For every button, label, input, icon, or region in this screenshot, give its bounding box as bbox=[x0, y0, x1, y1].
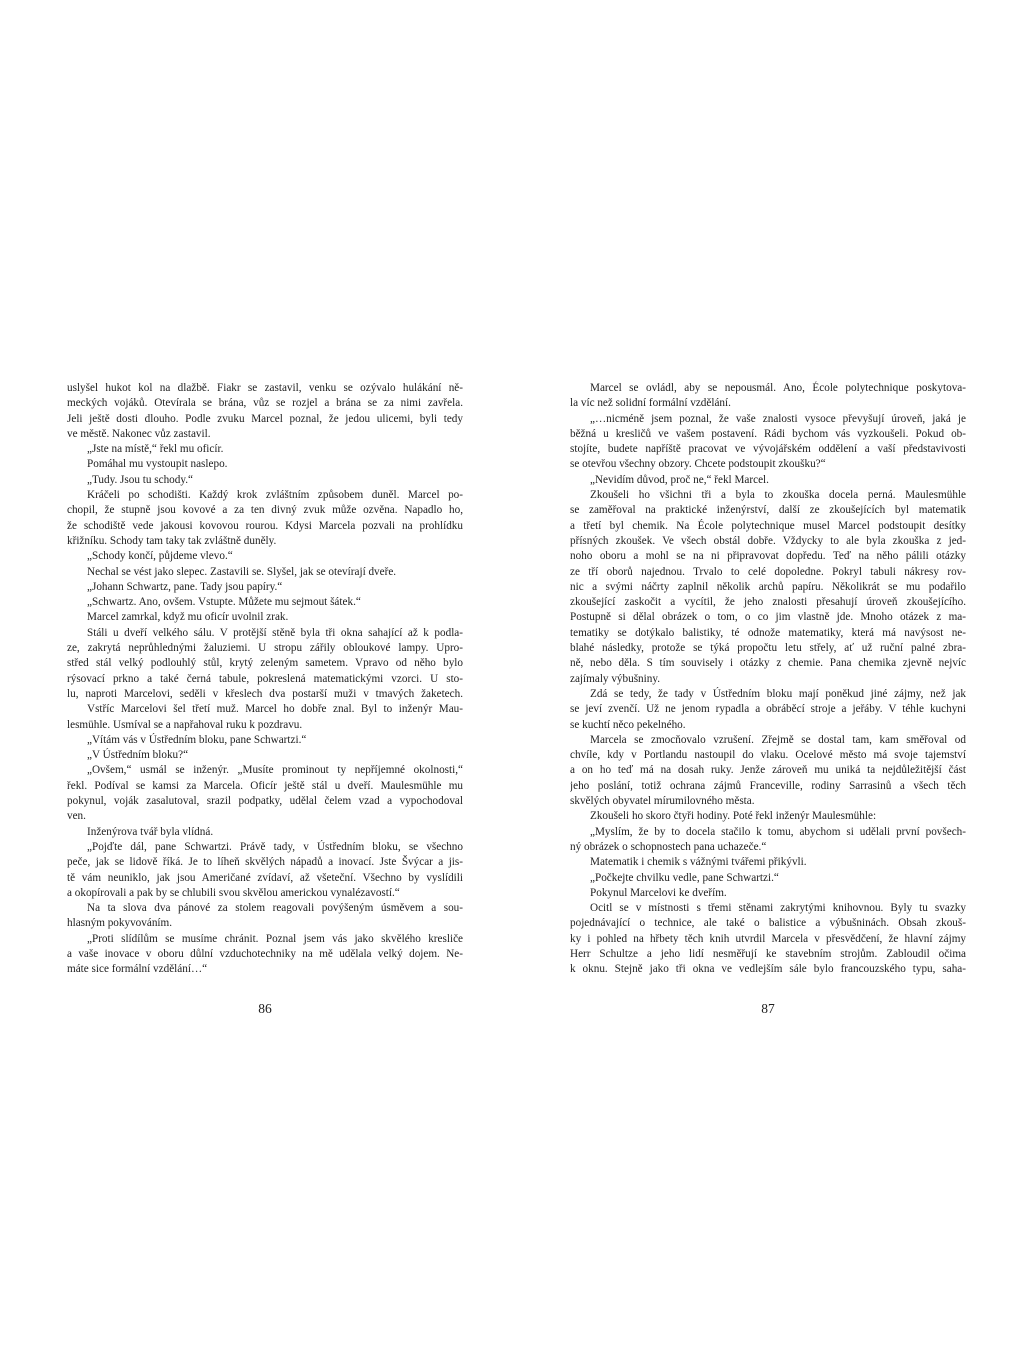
text-line: chopil, že stupně jsou kovové a za ten divný zvuk může ozvěna. Napadlo ho, bbox=[67, 504, 463, 517]
text-line: střed stál velký podlouhlý stůl, krytý zeleným sametem. Vpravo od něho bylo bbox=[67, 657, 463, 670]
text-line: „Tudy. Jsou tu schody.“ bbox=[87, 473, 193, 486]
text-line: „Proti slídílům se musíme chránit. Poznal jsem vás jako skvělého kresliče bbox=[87, 932, 463, 945]
right-page-number: 87 bbox=[761, 1001, 775, 1016]
text-line: „…nicméně jsem poznal, že vaše znalosti vysoce převyšují úroveň, jaká je bbox=[590, 412, 966, 425]
text-line: lesmühle. Usmíval se a napřahoval ruku k pozdravu. bbox=[67, 718, 303, 731]
text-line: pojednávající o technice, ale také o balistice a výbušninách. Obsah zkouš- bbox=[570, 917, 966, 930]
text-line: skvělých obyvatel mírumilovného města. bbox=[570, 795, 755, 808]
text-line: Marcel se ovládl, aby se nepousmál. Ano, École polytechnique poskytova- bbox=[590, 382, 966, 394]
text-line: a okopírovali a pak by se chlubili svou skvělou americkou vynalézavostí.“ bbox=[67, 886, 400, 899]
text-line: Pokynul Marcelovi ke dveřím. bbox=[590, 886, 727, 899]
text-line: Pomáhal mu vystoupit naslepo. bbox=[87, 458, 228, 471]
text-line: la víc než solidní formální vzdělání. bbox=[570, 397, 731, 410]
text-line: „Schody končí, půjdeme vlevo.“ bbox=[87, 550, 233, 563]
text-line: ný obrázek o schopnostech pana uchazeče.“ bbox=[570, 840, 767, 853]
text-line: běžná u kresličů ve vašem postavení. Rádi bychom vás vyzkoušeli. Pokud ob- bbox=[570, 427, 966, 440]
text-line: Nechal se vést jako slepec. Zastavili se. Slyšel, jak se otevírají dveře. bbox=[87, 565, 397, 578]
text-line: „Nevidím důvod, proč ne,“ řekl Marcel. bbox=[590, 473, 769, 486]
text-line: Stáli u dveří velkého sálu. V protější stěně byla tři okna sahající až k podla- bbox=[87, 626, 463, 639]
text-line: ze tří oborů najednou. Trvalo to celé dopoledne. Pokryl tabuli nákresy rov- bbox=[570, 565, 966, 578]
text-line: „Jste na místě,“ řekl mu oficír. bbox=[87, 443, 224, 456]
text-line: peče, jak se lidově říká. Je to líheň skvělých nápadů a inovací. Jste Švýcar a jis- bbox=[67, 856, 463, 869]
text-line: Herr Schultze a jeho lidí nesměřují ke stavebním strojům. Zabloudil očima bbox=[570, 947, 966, 960]
text-line: a on ho teď má na dosah ruky. Jenže zároveň mu uniká ta nejdůležitější část bbox=[570, 764, 966, 777]
text-line: Ocitl se v místnosti s třemi stěnami zakrytými knihovnou. Byly tu svazky bbox=[590, 902, 966, 915]
text-line: „Johann Schwartz, pane. Tady jsou papíry.“ bbox=[87, 580, 283, 593]
text-line: a vaše inovace v oboru důlní vzduchotechniky na mě udělala velký dojem. Ne- bbox=[67, 947, 463, 960]
text-line: Inženýrova tvář byla vlídná. bbox=[87, 825, 214, 838]
text-line: uslyšel hukot kol na dlažbě. Fiakr se zastavil, venku se ozývalo hulákání ně- bbox=[67, 382, 463, 394]
text-line: Marcel zamrkal, když mu oficír uvolnil zrak. bbox=[87, 611, 289, 624]
text-line: Matematik i chemik s vážnými tvářemi přikývli. bbox=[590, 856, 807, 869]
text-line: chvíle, kdy v Portlandu nastoupil do vlaku. Ocelové město má svoje tajemství bbox=[570, 749, 966, 762]
text-line: rýsovací prkno a také černá tabule, pokreslená matematickými vzorci. U sto- bbox=[67, 672, 463, 685]
text-line: Jeli ještě dosti dlouho. Podle zvuku Marcel poznal, že jedou ulicemi, byli tedy bbox=[67, 412, 463, 425]
text-line: hlasným pokyvováním. bbox=[67, 917, 173, 930]
text-line: Vstříc Marcelovi šel třetí muž. Marcel ho dobře znal. Byl to inženýr Mau- bbox=[87, 703, 463, 716]
text-line: řekl. Podíval se kamsi za Marcela. Oficír ještě stál u dveří. Maulesmühle mu bbox=[67, 779, 463, 792]
text-line: „Ovšem,“ usmál se inženýr. „Musíte prominout ty nepříjemné okolnosti,“ bbox=[87, 764, 463, 777]
text-line: „Vítám vás v Ústředním bloku, pane Schwartzi.“ bbox=[87, 733, 307, 746]
text-line: se zaměřoval na praktické inženýrství, další ze zkoušejících byl matematik bbox=[570, 504, 966, 517]
text-line: „Schwartz. Ano, ovšem. Vstupte. Můžete mu sejmout šátek.“ bbox=[87, 596, 361, 609]
text-line: se otevřou všechny obzory. Chcete podstoupit zkoušku?“ bbox=[570, 458, 826, 471]
text-line: „Počkejte chvilku vedle, pane Schwartzi.“ bbox=[590, 871, 779, 884]
text-line: nic a svými náčrty zaplnil několik archů papíru. Několikrát se mu podařilo bbox=[570, 580, 966, 593]
text-line: ky i pohled na hřbety těch knih utvrdil Marcela v přesvědčení, že hlavní zájmy bbox=[570, 932, 966, 945]
text-line: meckých vojáků. Otevírala se brána, vůz se rozjel a brána se za nimi zavřela. bbox=[67, 397, 463, 410]
left-page-text bbox=[67, 381, 463, 978]
text-line: křižníku. Schody tam taky tak zvláštně duněly. bbox=[67, 534, 277, 547]
text-line: tematiky se dotýkalo balistiky, té odnože matematiky, která má navýsost ne- bbox=[570, 626, 966, 639]
text-line: ve městě. Nakonec vůz zastavil. bbox=[67, 427, 211, 440]
text-line: ně, nebo děla. S tím souvisely i otázky z chemie. Pana chemika zjevně nejvíc bbox=[570, 657, 966, 670]
text-line: „Pojďte dál, pane Schwartzi. Právě tady, v Ústředním bloku, se všechno bbox=[87, 840, 463, 853]
text-line: pokynul, voják zasalutoval, srazil podpatky, udělal čelem vzad a vypochodoval bbox=[67, 795, 463, 808]
text-line: blahé následky, protože se týká propočtu letu střely, ať už ruční palné zbra- bbox=[570, 642, 966, 655]
text-line: přísných zkoušek. Ve všech obstál dobře. Vždycky to ale byla zkouška z jed- bbox=[570, 534, 966, 547]
text-line: Zdá se tedy, že tady v Ústředním bloku mají poněkud jiné zájmy, než jak bbox=[590, 687, 966, 700]
text-line: Zkoušeli ho skoro čtyři hodiny. Poté řekl inženýr Maulesmühle: bbox=[590, 810, 877, 823]
text-line: noho oboru a mohl se na ni připravovat dopředu. Teď na něho pálili otázky bbox=[570, 550, 966, 563]
text-line: máte sice formální vzdělání…“ bbox=[67, 963, 208, 976]
text-line: „V Ústředním bloku?“ bbox=[87, 749, 189, 762]
text-line: lu, naproti Marcelovi, seděli v křeslech dva postarší muži v tmavých žaketech. bbox=[67, 687, 463, 700]
text-line: ze, zakrytá neprůhlednými žaluziemi. U stropu zářily obloukové lampy. Upro- bbox=[67, 642, 463, 655]
text-line: Zkoušeli ho všichni tři a byla to zkouška docela perná. Maulesmühle bbox=[590, 489, 966, 502]
text-line: stojíte, budete napříště pracovat ve vývojářském oddělení a vaší představivosti bbox=[570, 443, 966, 456]
text-line: Kráčeli po schodišti. Každý krok zvláštním způsobem duněl. Marcel po- bbox=[87, 489, 463, 502]
text-line: tě vám neuniklo, jak jsou Američané zvídaví, až všeteční. Všechno by vyslídili bbox=[67, 871, 463, 884]
text-line: „Myslím, že by to docela stačilo k tomu, abychom si udělali první povšech- bbox=[590, 825, 966, 838]
text-line: zajímaly výbušniny. bbox=[570, 672, 661, 685]
text-line: Na ta slova dva pánové za stolem reagovali povýšeným úsměvem a sou- bbox=[87, 902, 463, 915]
text-line: se jeví zvenčí. Už ne jenom rypadla a obráběcí stroje a jeřáby. V téhle kuchyni bbox=[570, 703, 966, 716]
text-line: ven. bbox=[67, 810, 86, 823]
text-line: a třetí byl chemik. Na École polytechnique musel Marcel podstoupit desítky bbox=[570, 519, 966, 532]
right-page-text bbox=[570, 381, 966, 978]
text-line: jeho poslání, totiž ochrana zájmů Franceville, rodiny Sarrasinů a všech těch bbox=[570, 779, 966, 792]
text-line: Marcela se zmocňovalo vzrušení. Zřejmě se dostal tam, kam směřoval od bbox=[590, 733, 966, 746]
text-line: k oknu. Stejně jako tři okna ve vedlejším sále bylo francouzského typu, saha- bbox=[570, 963, 966, 976]
text-line: zkoušející zaskočit a vycítil, že jeho znalosti přesahují úroveň zkoušejícího. bbox=[570, 596, 966, 609]
left-page-number: 86 bbox=[258, 1001, 272, 1016]
text-line: se kuchtí něco pekelného. bbox=[570, 718, 686, 731]
text-line: Postupně si dělal obrázek o tom, o co jim vlastně jde. Mnoho otázek z ma- bbox=[570, 611, 966, 624]
text-line: že schodiště vede jakousi kovovou rourou. Kdysi Marcela pozvali na prohlídku bbox=[67, 519, 463, 532]
